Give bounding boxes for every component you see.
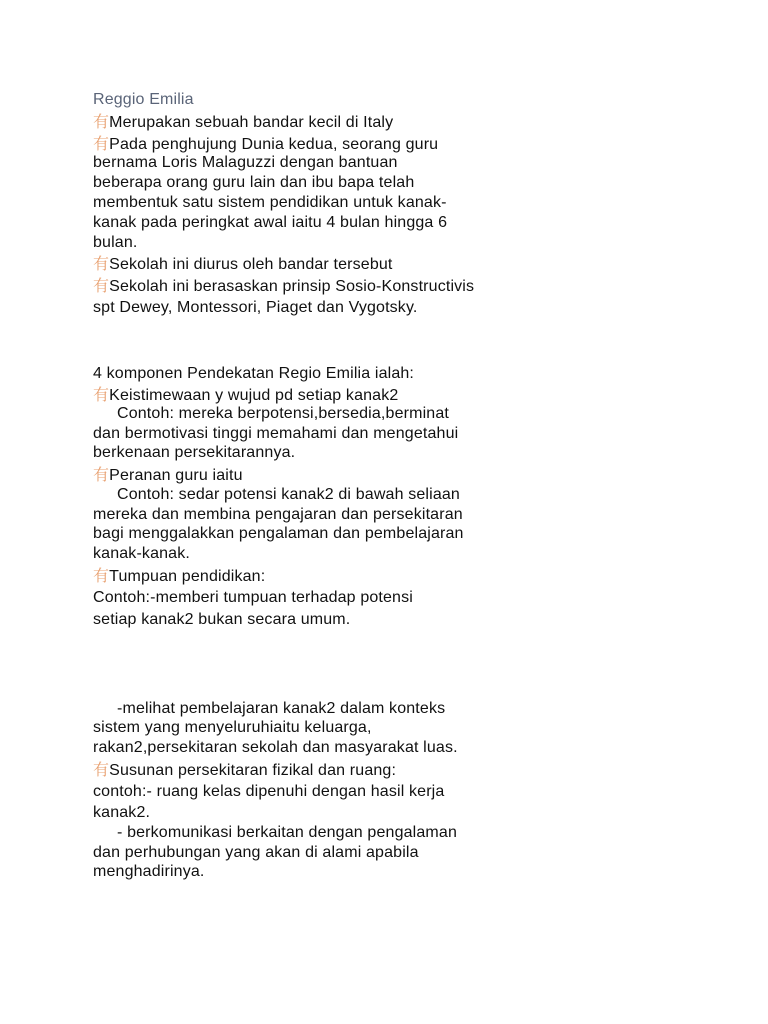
text-line: kanak pada peringkat awal iaitu 4 bulan hingga 6 — [93, 214, 448, 231]
bullet-icon: 有 — [93, 385, 110, 404]
bullet-text: Sekolah ini berasaskan prinsip Sosio-Konstructivis — [109, 278, 475, 295]
text-line: bulan. — [93, 234, 138, 251]
bullet-icon: 有 — [93, 465, 110, 484]
bullet-text: Susunan persekitaran fizikal dan ruang: — [109, 762, 397, 779]
text-line: -melihat pembelajaran kanak2 dalam konteks — [117, 700, 446, 717]
text-line: beberapa orang guru lain dan ibu bapa telah — [93, 174, 415, 191]
bullet-line — [93, 566, 265, 587]
bullet-line — [93, 465, 243, 486]
bullet-text: Merupakan sebuah bandar kecil di Italy — [109, 114, 394, 131]
page-title: Reggio Emilia — [93, 91, 194, 108]
text-line: berkenaan persekitarannya. — [93, 444, 296, 461]
bullet-text: Tumpuan pendidikan: — [109, 568, 266, 585]
text-line: dan perhubungan yang akan di alami apabila — [93, 844, 419, 861]
text-line: rakan2,persekitaran sekolah dan masyarakat luas. — [93, 739, 458, 756]
bullet-line — [93, 385, 398, 406]
bullet-icon: 有 — [93, 276, 110, 295]
text-line: spt Dewey, Montessori, Piaget dan Vygotsky. — [93, 299, 418, 316]
bullet-icon: 有 — [93, 760, 110, 779]
text-line: mereka dan membina pengajaran dan persekitaran — [93, 506, 463, 523]
text-line: - berkomunikasi berkaitan dengan pengalaman — [117, 824, 457, 841]
text-line: setiap kanak2 bukan secara umum. — [93, 611, 351, 628]
bullet-line — [93, 112, 393, 133]
text-line: membentuk satu sistem pendidikan untuk kanak- — [93, 194, 447, 211]
bullet-text: Sekolah ini diurus oleh bandar tersebut — [109, 256, 393, 273]
bullet-icon: 有 — [93, 112, 110, 131]
text-line: Contoh:-memberi tumpuan terhadap potensi — [93, 589, 413, 606]
bullet-icon: 有 — [93, 566, 110, 585]
section-heading: 4 komponen Pendekatan Regio Emilia ialah: — [93, 365, 415, 382]
text-line: Contoh: sedar potensi kanak2 di bawah seliaan — [117, 486, 460, 503]
bullet-icon: 有 — [93, 134, 110, 153]
bullet-text: Pada penghujung Dunia kedua, seorang guru — [109, 136, 439, 153]
bullet-text: Peranan guru iaitu — [109, 467, 243, 484]
text-line: bernama Loris Malaguzzi dengan bantuan — [93, 154, 398, 171]
text-line: dan bermotivasi tinggi memahami dan mengetahui — [93, 425, 459, 442]
text-line: sistem yang menyeluruhiaitu keluarga, — [93, 719, 372, 736]
bullet-line — [93, 276, 474, 297]
text-line: kanak-kanak. — [93, 545, 190, 562]
bullet-line — [93, 254, 393, 275]
text-line: Contoh: mereka berpotensi,bersedia,berminat — [117, 405, 449, 422]
bullet-line — [93, 760, 396, 781]
bullet-icon: 有 — [93, 254, 110, 273]
bullet-line — [93, 134, 438, 155]
text-line: bagi menggalakkan pengalaman dan pembelajaran — [93, 525, 464, 542]
bullet-text: Keistimewaan y wujud pd setiap kanak2 — [109, 387, 399, 404]
text-line: contoh:- ruang kelas dipenuhi dengan hasil kerja — [93, 783, 445, 800]
text-line: menghadirinya. — [93, 863, 205, 880]
text-line: kanak2. — [93, 804, 151, 821]
